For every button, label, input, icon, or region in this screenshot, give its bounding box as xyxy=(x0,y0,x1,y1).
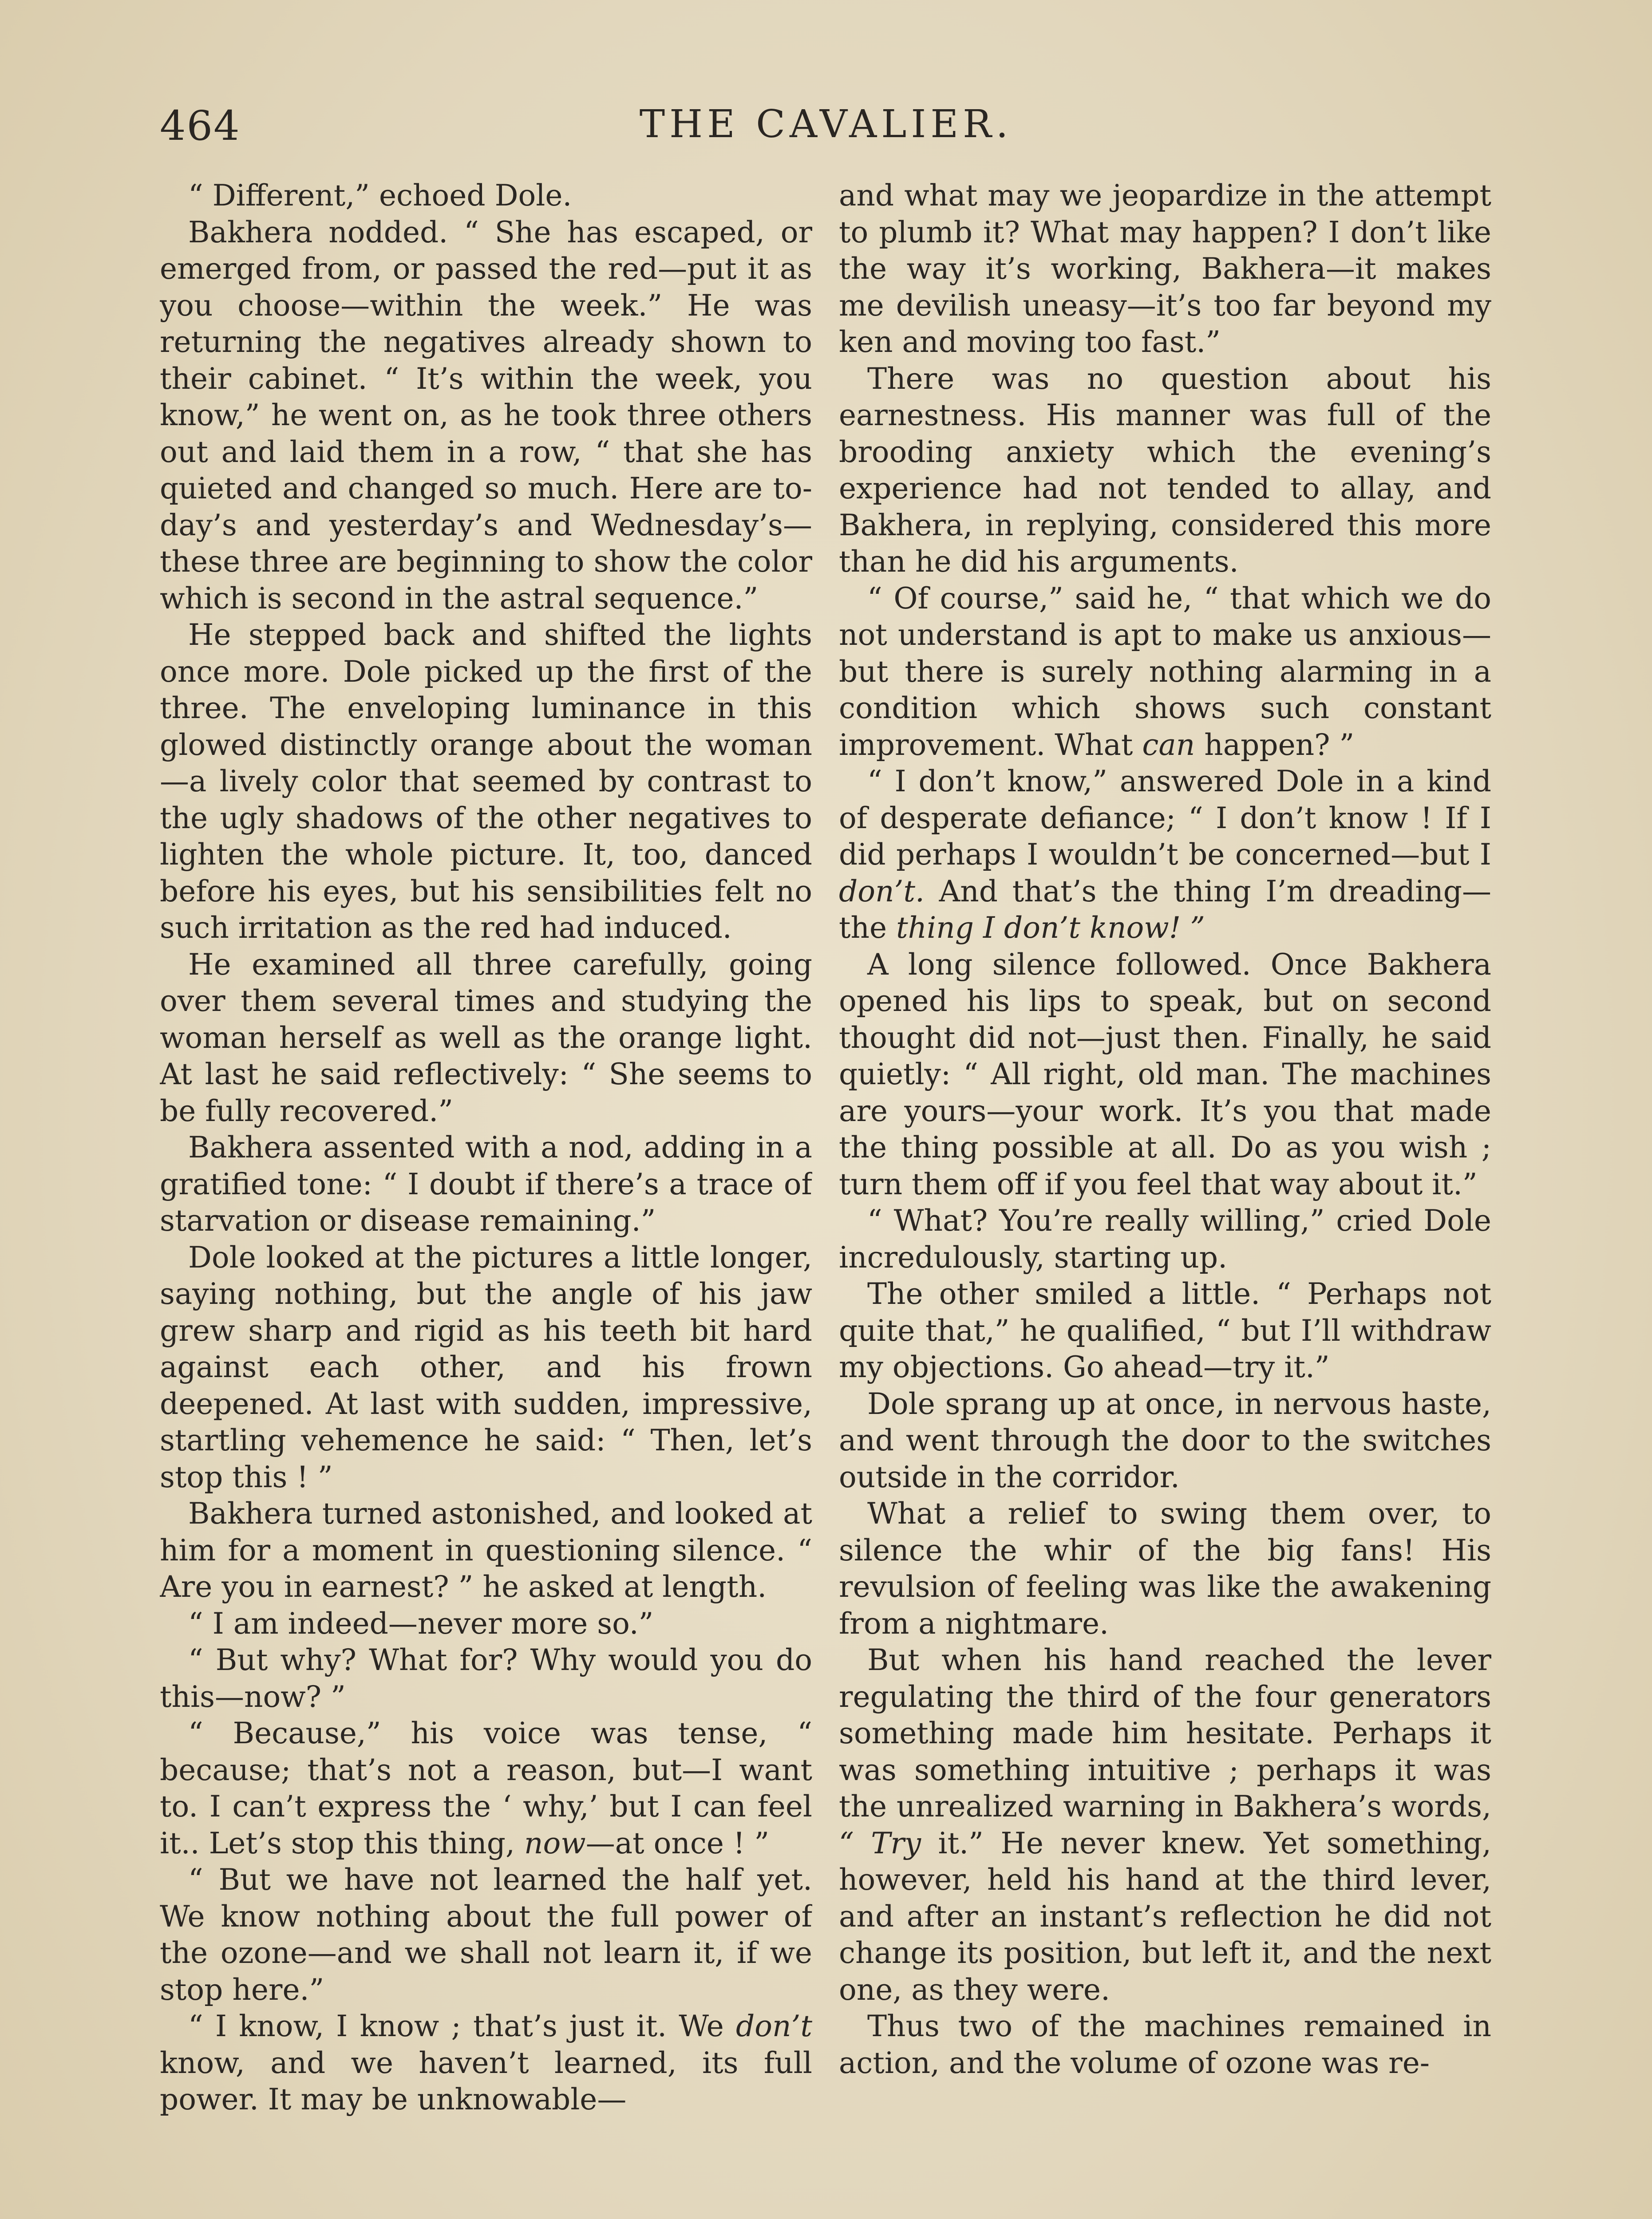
paragraph xyxy=(839,361,1491,580)
paragraph xyxy=(160,947,812,1130)
italic-text: don’t. xyxy=(839,874,925,908)
paragraph xyxy=(839,1496,1491,1642)
page-header xyxy=(160,102,1492,155)
paragraph xyxy=(160,214,812,617)
text-run: Dole looked at the pictures a little longer, saying nothing, but the angle of his jaw grew sharp and rigid as his teeth bit hard against each other, and his frown deepened. At last with sudden, impressive, startling vehemence he said: “ Then, let’s stop this ! ” xyxy=(160,1240,812,1494)
text-run: “ But why? What for? Why would you do this—now? ” xyxy=(160,1643,812,1714)
text-run: A long silence followed. Once Bakhera opened his lips to speak, but on second thought did not—just then. Finally, he said quietly: “ All right, old man. The machines are yours—your work. It’s you that made the thing possible at all. Do as you wish ; turn them off if you feel that way about it.” xyxy=(839,947,1491,1201)
text-run: —at once ! ” xyxy=(585,1826,770,1860)
text-run: There was no question about his earnestness. His manner was full of the brooding anxiety which the evening’s experience had not tended to allay, and Bakhera, in replying, considered this more than he did his arguments. xyxy=(839,361,1491,579)
paragraph xyxy=(160,1240,812,1496)
text-run: “ I know, I know ; that’s just it. We xyxy=(188,2009,736,2043)
text-run: “ Because,” his voice was tense, “ because; that’s not a reason, but—I want to. I can’t express the ‘ why,’ but I can feel it.. Let’s stop this thing, xyxy=(160,1716,812,1860)
text-run: And that’s the thing I’m dreading—the xyxy=(839,874,1491,945)
paragraph xyxy=(839,580,1491,764)
text-run: What a relief to swing them over, to silence the whir of the big fans! His revulsion of feeling was like the awakening from a nightmare. xyxy=(839,1496,1491,1641)
paragraph xyxy=(160,1642,812,1715)
paragraph xyxy=(160,1606,812,1643)
right-column xyxy=(839,178,1491,2219)
paragraph xyxy=(160,178,812,214)
text-run: “ But we have not learned the half yet. We know nothing about the full power of the ozone—and we shall not learn it, if we stop here.” xyxy=(160,1863,812,2007)
italic-text: can xyxy=(1142,727,1195,762)
paragraph xyxy=(160,2008,812,2118)
paragraph xyxy=(839,1642,1491,2008)
paragraph xyxy=(160,1496,812,1606)
text-run: Bakhera turned astonished, and looked at him for a moment in questioning silence. “ Are you in earnest? ” he asked at length. xyxy=(160,1496,812,1604)
paragraph xyxy=(160,1129,812,1240)
text-run: “ I am indeed—never more so.” xyxy=(188,1606,654,1641)
paragraph xyxy=(160,1715,812,1862)
text-run: “ I don’t know,” answered Dole in a kind of desperate defiance; “ I don’t know ! If I did perhaps I wouldn’t be concerned—but I xyxy=(839,764,1491,872)
italic-text: don’t xyxy=(736,2009,812,2043)
text-run: and what may we jeopardize in the attempt to plumb it? What may happen? I don’t like the way it’s working, Bakhera—it makes me devilish uneasy—it’s too far beyond my ken and moving too fast.” xyxy=(839,178,1491,359)
paragraph xyxy=(160,1862,812,2008)
text-run: “ Of course,” said he, “ that which we do not understand is apt to make us anxious—but there is surely nothing alarming in a condition which shows such constant improvement. What xyxy=(839,581,1491,762)
italic-text: thing I don’t know! ” xyxy=(896,911,1205,945)
text-run: happen? ” xyxy=(1195,727,1355,762)
paragraph xyxy=(839,1276,1491,1386)
text-run: He examined all three carefully, going over them several times and studying the woman herself as well as the orange light. At last he said reflectively: “ She seems to be fully recovered.” xyxy=(160,947,812,1128)
text-run: it.” He never knew. Yet something, however, held his hand at the third lever, and after an instant’s reflection he did not change its position, but left it, and the next one, as they were. xyxy=(839,1826,1491,2007)
text-run: Bakhera nodded. “ She has escaped, or emerged from, or passed the red—put it as you choose—within the week.” He was returning the negatives already shown to their cabinet. “ It’s within the week, you know,” he went on, as he took three others out and laid them in a row, “ that she has quieted and changed so much. Here are to-day’s and yesterday’s and Wednesday’s—these three are beginning to show the color which is second in the astral sequence.” xyxy=(160,215,812,616)
italic-text: “ Try xyxy=(839,1826,921,1860)
text-run: “ What? You’re really willing,” cried Dole incredulously, starting up. xyxy=(839,1204,1491,1275)
text-run: He stepped back and shifted the lights once more. Dole picked up the first of the three. The enveloping luminance in this glowed distinctly orange about the woman—a lively color that seemed by contrast to the ugly shadows of the other negatives to lighten the whole picture. It, too, danced before his eyes, but his sensibilities felt no such irritation as the red had induced. xyxy=(160,618,812,945)
paragraph xyxy=(839,178,1491,361)
text-run: The other smiled a little. “ Perhaps not quite that,” he qualified, “ but I’ll withdraw my objections. Go ahead—try it.” xyxy=(839,1277,1491,1384)
text-run: Dole sprang up at once, in nervous haste, and went through the door to the switches outside in the corridor. xyxy=(839,1386,1491,1494)
paragraph xyxy=(839,947,1491,1203)
text-run: Bakhera assented with a nod, adding in a gratified tone: “ I doubt if there’s a trace of starvation or disease remaining.” xyxy=(160,1130,812,1238)
italic-text: now xyxy=(524,1826,586,1860)
text-columns xyxy=(160,178,1491,2219)
paragraph xyxy=(839,763,1491,947)
left-column xyxy=(160,178,812,2219)
text-run: Thus two of the machines remained in action, and the volume of ozone was re- xyxy=(839,2009,1491,2080)
page-number: 464 xyxy=(160,102,241,150)
text-run: know, and we haven’t learned, its full power. It may be unknowable— xyxy=(160,2045,812,2116)
text-run: “ Different,” echoed Dole. xyxy=(188,178,572,213)
paragraph xyxy=(839,2008,1491,2081)
paragraph xyxy=(839,1203,1491,1276)
paragraph xyxy=(839,1386,1491,1496)
paragraph xyxy=(160,617,812,947)
running-head: THE CAVALIER. xyxy=(639,102,1013,146)
text-run: But when his hand reached the lever regulating the third of the four generators something made him hesitate. Perhaps it was something intuitive ; perhaps it was the unrealized warning in Bakhera’s words, xyxy=(839,1643,1491,1824)
